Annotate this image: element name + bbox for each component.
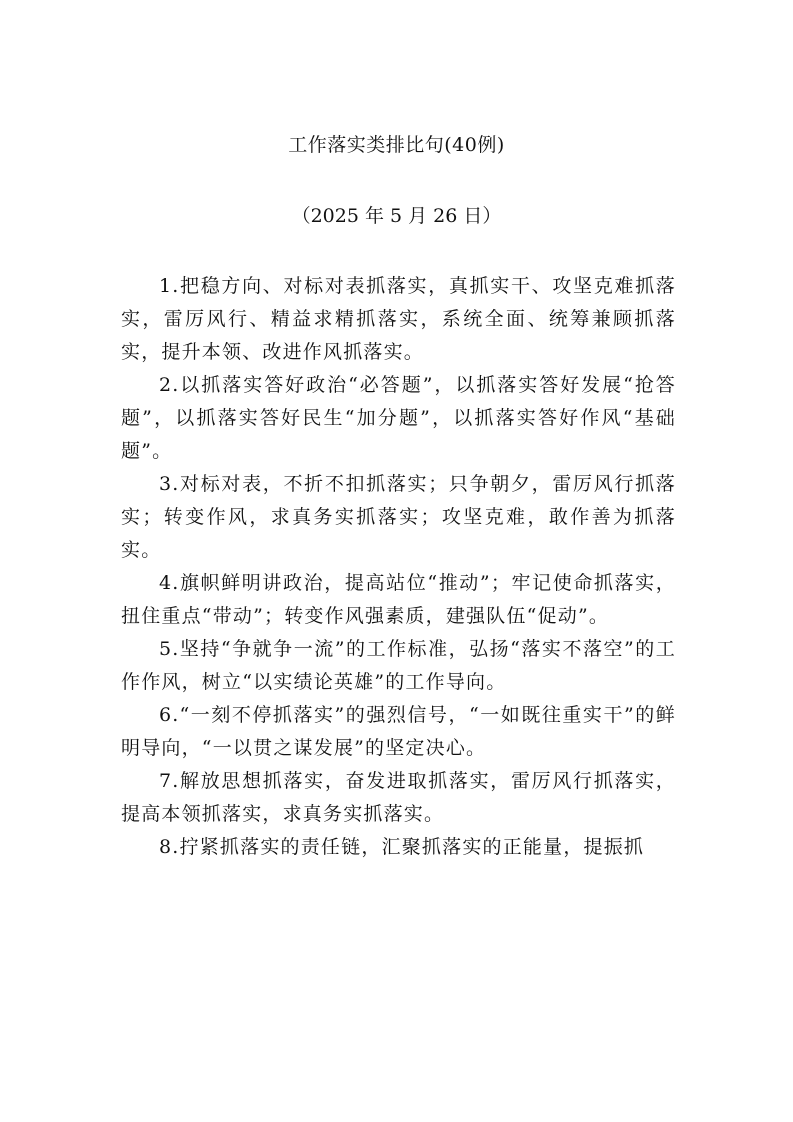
paragraph-3: 3.对标对表，不折不扣抓落实；只争朝夕，雷厉风行抓落实；转变作风，求真务实抓落实；攻坚克难，敢作善为抓落实。 [121,473,676,561]
paragraph-2: 2.以抓落实答好政治“必答题”，以抓落实答好发展“抢答题”，以抓落实答好民生“加分题”，以抓落实答好作风“基础题”。 [121,374,676,462]
document-date: （2025 年 5 月 26 日） [291,205,502,227]
paragraph-6: 6.“一刻不停抓落实”的强烈信号，“一如既往重实干”的鲜明导向，“一以贯之谋发展”的坚定决心。 [121,704,676,759]
paragraph-5: 5.坚持“争就争一流”的工作标准，弘扬“落实不落空”的工作作风，树立“以实绩论英雄”的工作导向。 [121,638,676,693]
paragraph-7: 7.解放思想抓落实，奋发进取抓落实，雷厉风行抓落实，提高本领抓落实，求真务实抓落实。 [121,770,676,825]
document-body [121,270,676,864]
paragraph-4: 4.旗帜鲜明讲政治，提高站位“推动”；牢记使命抓落实，扭住重点“带动”；转变作风强素质，建强队伍“促动”。 [121,572,676,627]
document-title: 工作落实类排比句(40例) [288,134,505,156]
paragraph-8: 8.拧紧抓落实的责任链，汇聚抓落实的正能量，提振抓 [159,836,645,858]
paragraph-1: 1.把稳方向、对标对表抓落实，真抓实干、攻坚克难抓落实，雷厉风行、精益求精抓落实，系统全面、统筹兼顾抓落实，提升本领、改进作风抓落实。 [121,275,676,363]
